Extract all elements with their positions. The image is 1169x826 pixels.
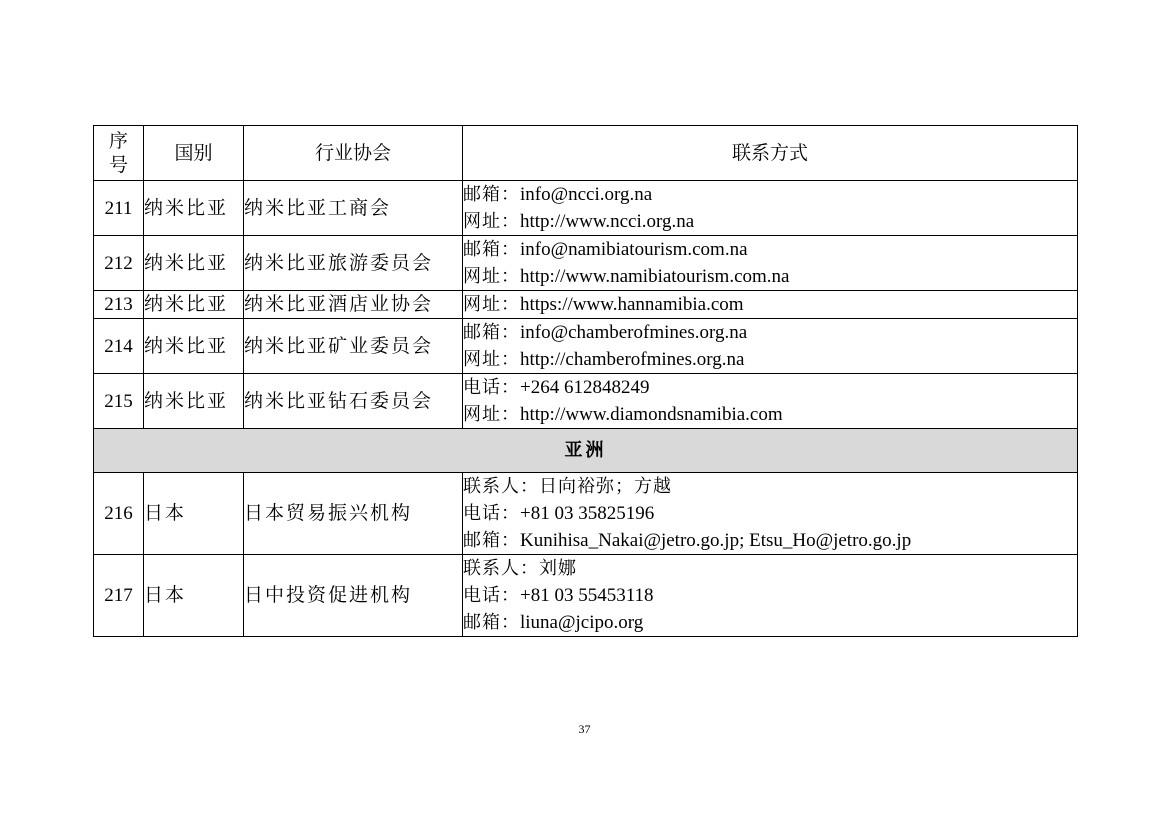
- contact-label: 网址：: [463, 294, 520, 315]
- row-number: 216: [94, 473, 144, 555]
- contact-value: 日向裕弥；方越: [539, 476, 672, 497]
- row-association: 日中投资促进机构: [244, 555, 463, 637]
- contact-line: [463, 401, 1077, 428]
- contact-value: +81 03 55453118: [520, 585, 654, 606]
- contact-label: 邮箱：: [463, 184, 520, 205]
- contact-line: [463, 319, 1077, 346]
- table-row: [94, 291, 1078, 319]
- contact-label: 邮箱：: [463, 530, 520, 551]
- contact-value: info@chamberofmines.org.na: [520, 322, 748, 343]
- contact-value: info@ncci.org.na: [520, 184, 653, 205]
- contact-label: 电话：: [463, 377, 520, 398]
- table-body: [94, 181, 1078, 637]
- row-number: 215: [94, 374, 144, 429]
- row-number: 211: [94, 181, 144, 236]
- contact-label: 联系人：: [463, 558, 539, 579]
- row-country: 日本: [144, 555, 244, 637]
- row-association: 纳米比亚工商会: [244, 181, 463, 236]
- header-seq-line2: 号: [108, 154, 128, 176]
- contact-line: [463, 500, 1077, 527]
- contact-value: +81 03 35825196: [520, 503, 655, 524]
- contact-label: 联系人：: [463, 476, 539, 497]
- table-row: [94, 473, 1078, 555]
- row-association: 日本贸易振兴机构: [244, 473, 463, 555]
- contact-line: [463, 346, 1077, 373]
- table-row: [94, 374, 1078, 429]
- contact-value: +264 612848249: [520, 377, 650, 398]
- contact-line: [463, 473, 1077, 500]
- table-row: [94, 236, 1078, 291]
- contact-line: [463, 181, 1077, 208]
- row-contact: [463, 291, 1078, 319]
- header-country: 国别: [144, 126, 244, 181]
- contact-line: [463, 263, 1077, 290]
- row-association: 纳米比亚钻石委员会: [244, 374, 463, 429]
- page-number: 37: [578, 722, 591, 736]
- row-association: 纳米比亚旅游委员会: [244, 236, 463, 291]
- contact-value: http://www.namibiatourism.com.na: [520, 266, 790, 287]
- contact-value: info@namibiatourism.com.na: [520, 239, 748, 260]
- contact-line: [463, 208, 1077, 235]
- contact-label: 网址：: [463, 349, 520, 370]
- row-country: 纳米比亚: [144, 374, 244, 429]
- row-number: 213: [94, 291, 144, 319]
- contact-line: [463, 609, 1077, 636]
- contact-label: 邮箱：: [463, 322, 520, 343]
- row-association: 纳米比亚矿业委员会: [244, 319, 463, 374]
- contact-label: 网址：: [463, 266, 520, 287]
- row-country: 日本: [144, 473, 244, 555]
- row-contact: [463, 236, 1078, 291]
- row-country: 纳米比亚: [144, 181, 244, 236]
- contact-value: liuna@jcipo.org: [520, 612, 644, 633]
- row-number: 212: [94, 236, 144, 291]
- row-contact: [463, 473, 1078, 555]
- contact-line: [463, 582, 1077, 609]
- table-row: [94, 319, 1078, 374]
- contact-line: [463, 555, 1077, 582]
- header-contact: 联系方式: [463, 126, 1078, 181]
- contact-value: 刘娜: [539, 558, 577, 579]
- table-row: [94, 555, 1078, 637]
- header-association: 行业协会: [244, 126, 463, 181]
- contact-line: [463, 374, 1077, 401]
- contact-label: 邮箱：: [463, 612, 520, 633]
- contact-label: 网址：: [463, 404, 520, 425]
- row-country: 纳米比亚: [144, 291, 244, 319]
- row-contact: [463, 319, 1078, 374]
- table-row: [94, 181, 1078, 236]
- region-label: 亚洲: [94, 429, 1078, 473]
- contact-label: 电话：: [463, 503, 520, 524]
- contact-line: [463, 291, 1077, 318]
- contact-line: [463, 236, 1077, 263]
- row-country: 纳米比亚: [144, 319, 244, 374]
- row-contact: [463, 555, 1078, 637]
- row-country: 纳米比亚: [144, 236, 244, 291]
- row-contact: [463, 374, 1078, 429]
- association-table: [93, 125, 1078, 637]
- contact-label: 电话：: [463, 585, 520, 606]
- contact-value: http://www.ncci.org.na: [520, 211, 695, 232]
- row-contact: [463, 181, 1078, 236]
- contact-value: http://www.diamondsnamibia.com: [520, 404, 783, 425]
- contact-line: [463, 527, 1077, 554]
- contact-label: 邮箱：: [463, 239, 520, 260]
- contact-label: 网址：: [463, 211, 520, 232]
- row-association: 纳米比亚酒店业协会: [244, 291, 463, 319]
- header-seq-line1: 序: [108, 130, 128, 152]
- contact-value: Kunihisa_Nakai@jetro.go.jp; Etsu_Ho@jetro.go.jp: [520, 530, 912, 551]
- header-row: [94, 126, 1078, 181]
- row-number: 214: [94, 319, 144, 374]
- header-seq: [94, 126, 144, 181]
- contact-value: http://chamberofmines.org.na: [520, 349, 745, 370]
- contact-value: https://www.hannamibia.com: [520, 294, 744, 315]
- region-row: [94, 429, 1078, 473]
- row-number: 217: [94, 555, 144, 637]
